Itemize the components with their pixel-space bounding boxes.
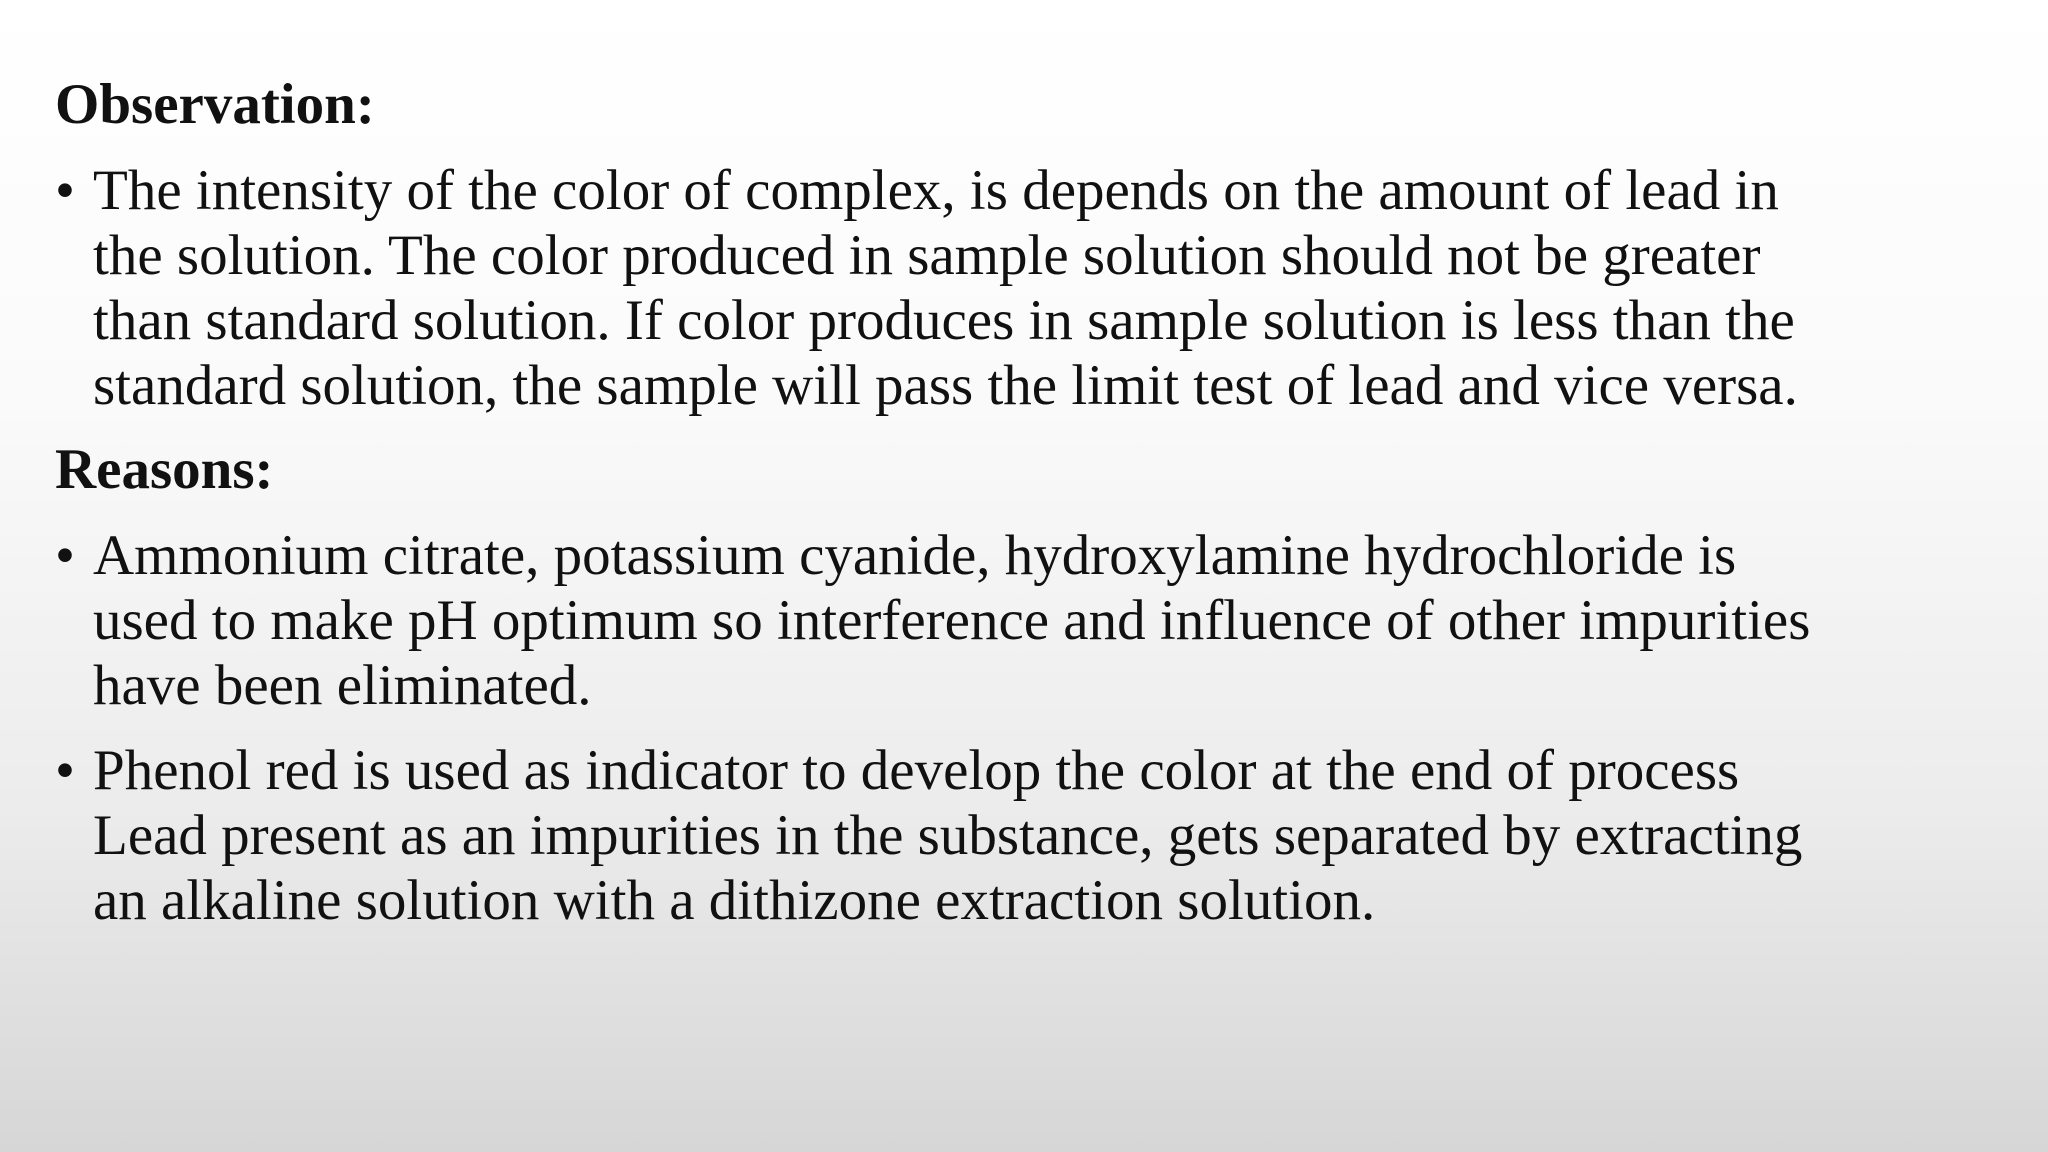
text-line: The intensity of the color of complex, is depends on the amount of lead in: [93, 159, 1779, 222]
text-line: standard solution, the sample will pass the limit test of lead and vice versa.: [93, 354, 1798, 417]
reasons-bullet-text: [93, 523, 1810, 718]
text-line: have been eliminated.: [93, 654, 592, 717]
text-line: Lead present as an impurities in the substance, gets separated by extracting: [93, 804, 1803, 867]
observation-heading: Observation:: [55, 73, 375, 136]
text-line: used to make pH optimum so interference and influence of other impurities: [93, 589, 1811, 652]
reasons-bullet-text: [93, 738, 1802, 933]
reasons-heading: Reasons:: [55, 438, 274, 501]
bullet-dot-icon: •: [55, 524, 75, 587]
text-line: an alkaline solution with a dithizone extraction solution.: [93, 869, 1376, 932]
text-line: Phenol red is used as indicator to develop the color at the end of process: [93, 739, 1740, 802]
text-line: Ammonium citrate, potassium cyanide, hydroxylamine hydrochloride is: [93, 524, 1737, 587]
text-line: than standard solution. If color produces in sample solution is less than the: [93, 289, 1795, 352]
bullet-dot-icon: •: [55, 159, 75, 222]
observation-bullet-text: [93, 158, 1798, 418]
bullet-dot-icon: •: [55, 739, 75, 802]
text-line: the solution. The color produced in sample solution should not be greater: [93, 224, 1761, 287]
